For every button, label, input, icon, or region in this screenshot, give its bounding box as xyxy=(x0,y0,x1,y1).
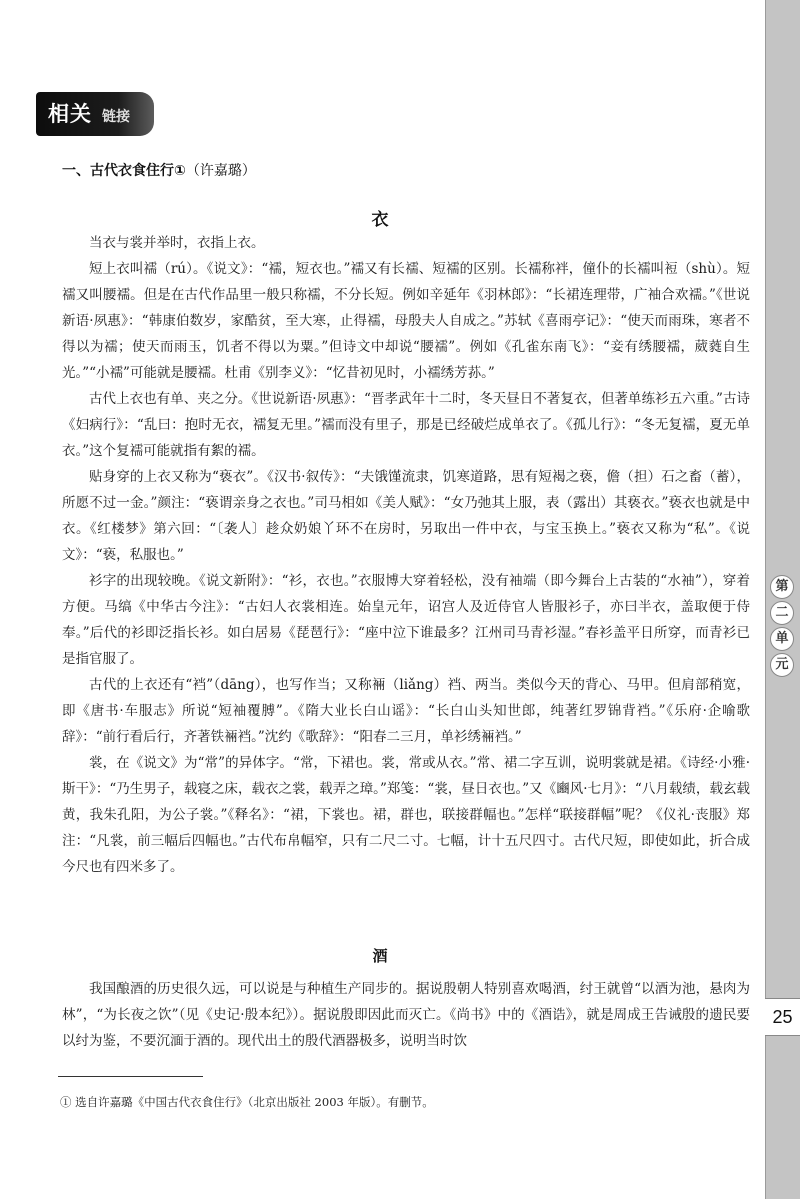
paragraph: 衫字的出现较晚。《说文新附》：“衫，衣也。”衣服博大穿着轻松，没有袖端（即今舞台上古装的“水袖”），穿着方便。马缟《中华古今注》：“古妇人衣裳相连。始皇元年，诏宫人及近侍官人皆服衫子，亦曰半衣，盖取便于侍奉。”后代的衫即泛指长衫。如白居易《琵琶行》：“座中泣下谁最多？江州司马青衫湿。”春衫盖平日所穿，而青衫已是指官服了。 xyxy=(62,573,750,667)
subhead-wine: 酒 xyxy=(372,947,388,965)
footnote: ① 选自许嘉璐《中国古代衣食住行》（北京出版社 2003 年版）。有删节。 xyxy=(60,1095,434,1109)
unit-char: 元 xyxy=(770,653,794,677)
section-heading xyxy=(62,160,256,180)
banner-subtitle: 链接 xyxy=(102,109,130,125)
paragraph: 古代上衣也有单、夹之分。《世说新语·夙惠》：“晋孝武年十二时，冬天昼日不著复衣，但著单练衫五六重。”古诗《妇病行》：“乱曰：抱时无衣，襦复无里。”襦而没有里子，那是已经破烂成单衣了。《孤儿行》：“冬无复襦，夏无单衣。”这个复襦可能就指有絮的襦。 xyxy=(62,391,750,459)
paragraph: 贴身穿的上衣又称为“亵衣”。《汉书·叙传》：“夫饿馑流隶，饥寒道路，思有短褐之亵，儋（担）石之畜（蓄），所愿不过一金。”颜注：“亵谓亲身之衣也。”司马相如《美人赋》：“女乃弛其上服，表（露出）其亵衣。”亵衣也就是中衣。《红楼梦》第六回：“〔袭人〕趁众奶娘丫环不在房时，另取出一件中衣，与宝玉换上。”亵衣又称为“私”。《说文》：“亵，私服也。” xyxy=(62,469,750,563)
banner-title: 相关 xyxy=(48,102,92,126)
paragraph: 当衣与裳并举时，衣指上衣。 xyxy=(89,235,265,251)
paragraph: 我国酿酒的历史很久远，可以说是与种植生产同步的。据说殷朝人特别喜欢喝酒，纣王就曾“以酒为池，悬肉为林”，“为长夜之饮”（见《史记·殷本纪》）。据说殷即因此而灭亡。《尚书》中的《酒诰》，就是周成王告诫殷的遗民要以纣为鉴，不要沉湎于酒的。现代出土的殷代酒器极多，说明当时饮 xyxy=(62,981,750,1049)
section-title: 一、古代衣食住行① xyxy=(62,163,186,179)
page-number: 25 xyxy=(765,998,800,1036)
unit-char: 第 xyxy=(770,575,794,599)
paragraph: 裳，在《说文》为“常”的异体字。“常，下裙也。裳，常或从衣。”常、裙二字互训，说明裳就是裙。《诗经·小雅·斯干》：“乃生男子，载寝之床，载衣之裳，载弄之璋。”郑笺：“裳，昼日衣也。”又《豳风·七月》：“八月载绩，载玄载黄，我朱孔阳，为公子裳。”《释名》：“裙，下裳也。裙，群也，联接群幅也。”怎样“联接群幅”呢？《仪礼·丧服》郑注：“凡裳，前三幅后四幅也。”古代布帛幅窄，只有二尺二寸。七幅，计十五尺四寸。古代尺短，即使如此，折合成今尺也有四米多了。 xyxy=(62,755,750,875)
paragraph: 短上衣叫襦（rú）。《说文》：“襦，短衣也。”襦又有长襦、短襦的区别。长襦称袢，僮仆的长襦叫裋（shù）。短襦又叫腰襦。但是在古代作品里一般只称襦，不分长短。例如辛延年《羽林郎》：“长裙连理带，广袖合欢襦。”《世说新语·夙惠》：“韩康伯数岁，家酷贫，至大寒，止得襦，母殷夫人自成之。”苏轼《喜雨亭记》：“使天而雨珠，寒者不得以为襦；使天而雨玉，饥者不得以为粟。”但诗文中却说“腰襦”。例如《孔雀东南飞》：“妾有绣腰襦，葳蕤自生光。”“小襦”可能就是腰襦。杜甫《别李义》：“忆昔初见时，小襦绣芳荪。” xyxy=(62,261,750,381)
footnote-divider xyxy=(58,1076,203,1077)
section-author: （许嘉璐） xyxy=(185,163,256,179)
subhead-clothes: 衣 xyxy=(371,210,389,230)
unit-char: 单 xyxy=(770,627,794,651)
paragraph: 古代的上衣还有“裆”（dāng），也写作当；又称裲（liǎng）裆、两当。类似今天的背心、马甲。但肩部稍宽，即《唐书·车服志》所说“短袖覆膊”。《隋大业长白山谣》：“长白山头知世郎，纯著红罗锦背裆。”《乐府·企喻歌辞》：“前行看后行，齐著铁裲裆。”沈约《歌辞》：“阳春二三月，单衫绣裲裆。” xyxy=(62,677,751,745)
clothes-body xyxy=(62,230,750,880)
unit-tab xyxy=(767,575,797,687)
unit-char: 二 xyxy=(770,601,794,625)
wine-body xyxy=(62,976,750,1054)
related-links-banner xyxy=(36,92,154,136)
